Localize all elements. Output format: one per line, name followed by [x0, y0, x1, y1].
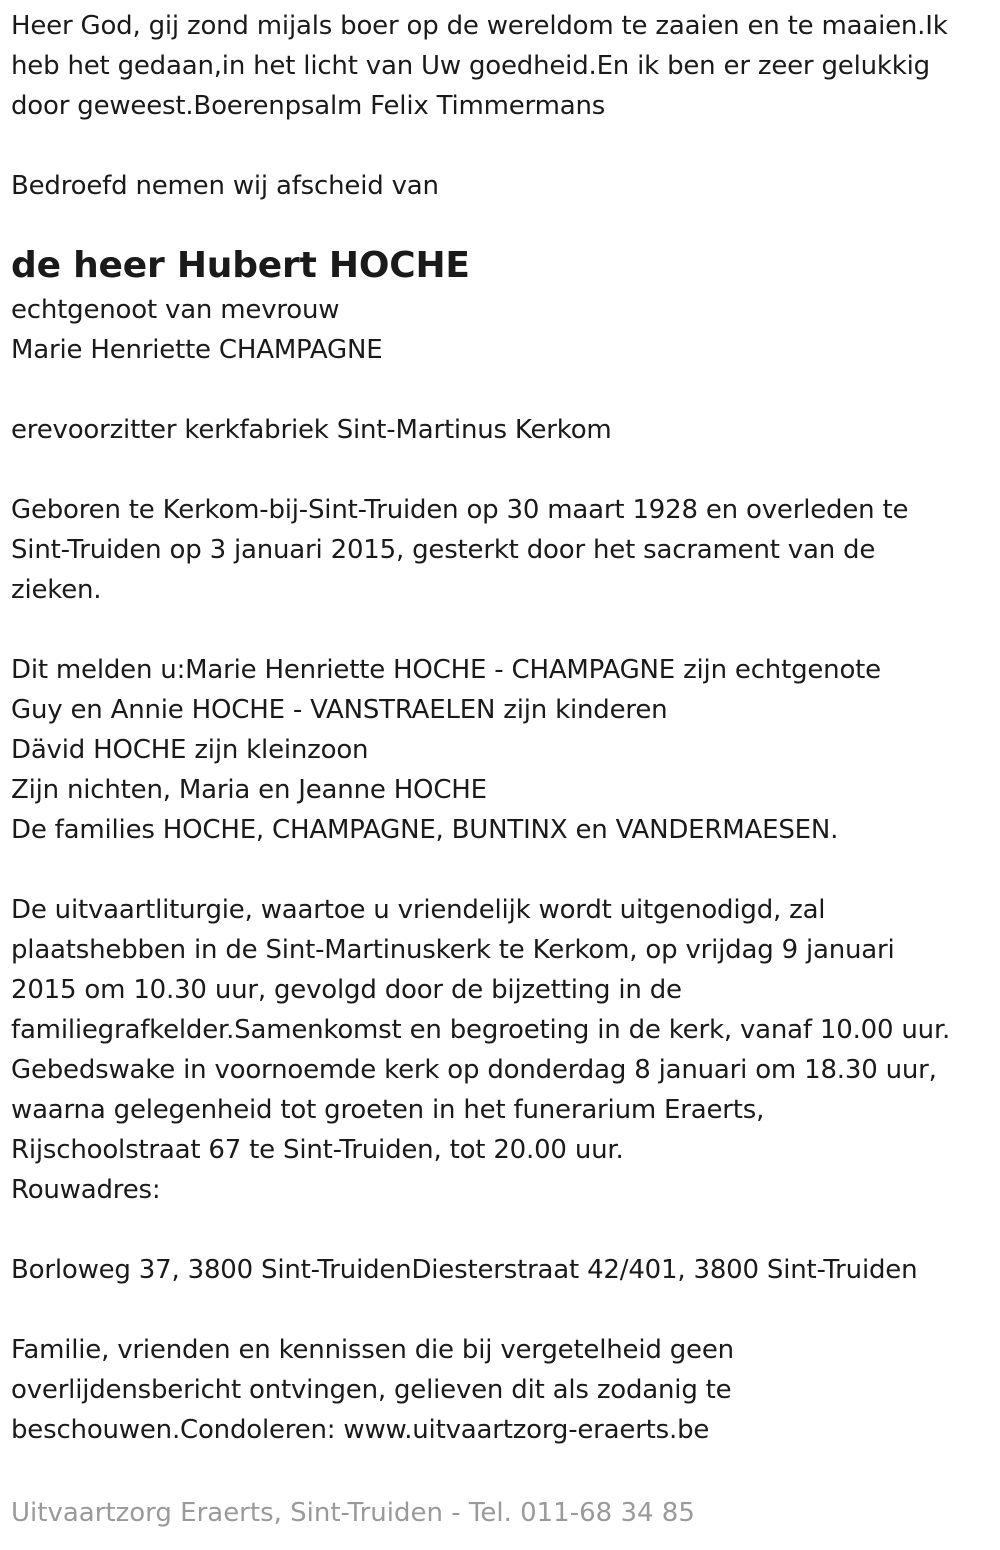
ceremony-line: Gebedswake in voornoemde kerk op donderdag 8 januari om 18.30 uur,: [11, 1055, 937, 1085]
spacer: [11, 450, 991, 490]
spacer: [11, 206, 991, 240]
deceased-name: de heer Hubert HOCHE: [11, 245, 470, 286]
quote-line: door geweest.Boerenpsalm Felix Timmermans: [11, 91, 606, 121]
intro-text: Bedroefd nemen wij afscheid van: [11, 171, 439, 201]
spacer: [11, 1210, 991, 1250]
ceremony-line: Rouwadres:: [11, 1175, 161, 1205]
birth-death-line: Sint-Truiden op 3 januari 2015, gesterkt door het sacrament van de: [11, 535, 876, 565]
ceremony-line: plaatshebben in de Sint-Martinuskerk te Kerkom, op vrijdag 9 januari: [11, 935, 895, 965]
spacer: [11, 370, 991, 410]
closing-line: beschouwen.Condoleren: www.uitvaartzorg-eraerts.be: [11, 1415, 710, 1445]
birth-death-line: zieken.: [11, 575, 102, 605]
spouse-name: Marie Henriette CHAMPAGNE: [11, 335, 383, 365]
family-line: Dit melden u:Marie Henriette HOCHE - CHAMPAGNE zijn echtgenote: [11, 655, 881, 685]
birth-death-line: Geboren te Kerkom-bij-Sint-Truiden op 30 maart 1928 en overleden te: [11, 495, 909, 525]
birth-death-block: [11, 490, 991, 610]
family-line: Guy en Annie HOCHE - VANSTRAELEN zijn kinderen: [11, 695, 668, 725]
ceremony-line: waarna gelegenheid tot groeten in het funerarium Eraerts,: [11, 1095, 765, 1125]
ceremony-block: [11, 890, 991, 1210]
closing-block: [11, 1330, 991, 1450]
family-line: Zijn nichten, Maria en Jeanne HOCHE: [11, 775, 487, 805]
obituary-document: [11, 6, 991, 1450]
spacer: [11, 1290, 991, 1330]
spouse-label: echtgenoot van mevrouw: [11, 295, 340, 325]
closing-line: overlijdensbericht ontvingen, gelieven dit als zodanig te: [11, 1375, 732, 1405]
family-block: [11, 650, 991, 850]
ceremony-line: De uitvaartliturgie, waartoe u vriendelijk wordt uitgenodigd, zal: [11, 895, 826, 925]
mourning-address: Borloweg 37, 3800 Sint-TruidenDiesterstraat 42/401, 3800 Sint-Truiden: [11, 1255, 918, 1285]
family-line: De families HOCHE, CHAMPAGNE, BUNTINX en VANDERMAESEN.: [11, 815, 839, 845]
spacer: [11, 126, 991, 166]
family-line: Dävid HOCHE zijn kleinzoon: [11, 735, 369, 765]
quote-line: heb het gedaan,in het licht van Uw goedheid.En ik ben er zeer gelukkig: [11, 51, 930, 81]
quote-block: [11, 6, 991, 126]
funeral-home-footer: Uitvaartzorg Eraerts, Sint-Truiden - Tel. 011-68 34 85: [11, 1498, 695, 1528]
ceremony-line: 2015 om 10.30 uur, gevolgd door de bijzetting in de: [11, 975, 682, 1005]
quote-line: Heer God, gij zond mijals boer op de wereldom te zaaien en te maaien.Ik: [11, 11, 948, 41]
ceremony-line: Rijschoolstraat 67 te Sint-Truiden, tot 20.00 uur.: [11, 1135, 624, 1165]
spacer: [11, 850, 991, 890]
ceremony-line: familiegrafkelder.Samenkomst en begroeting in de kerk, vanaf 10.00 uur.: [11, 1015, 951, 1045]
deceased-title: erevoorzitter kerkfabriek Sint-Martinus Kerkom: [11, 415, 612, 445]
closing-line: Familie, vrienden en kennissen die bij vergetelheid geen: [11, 1335, 734, 1365]
spacer: [11, 610, 991, 650]
